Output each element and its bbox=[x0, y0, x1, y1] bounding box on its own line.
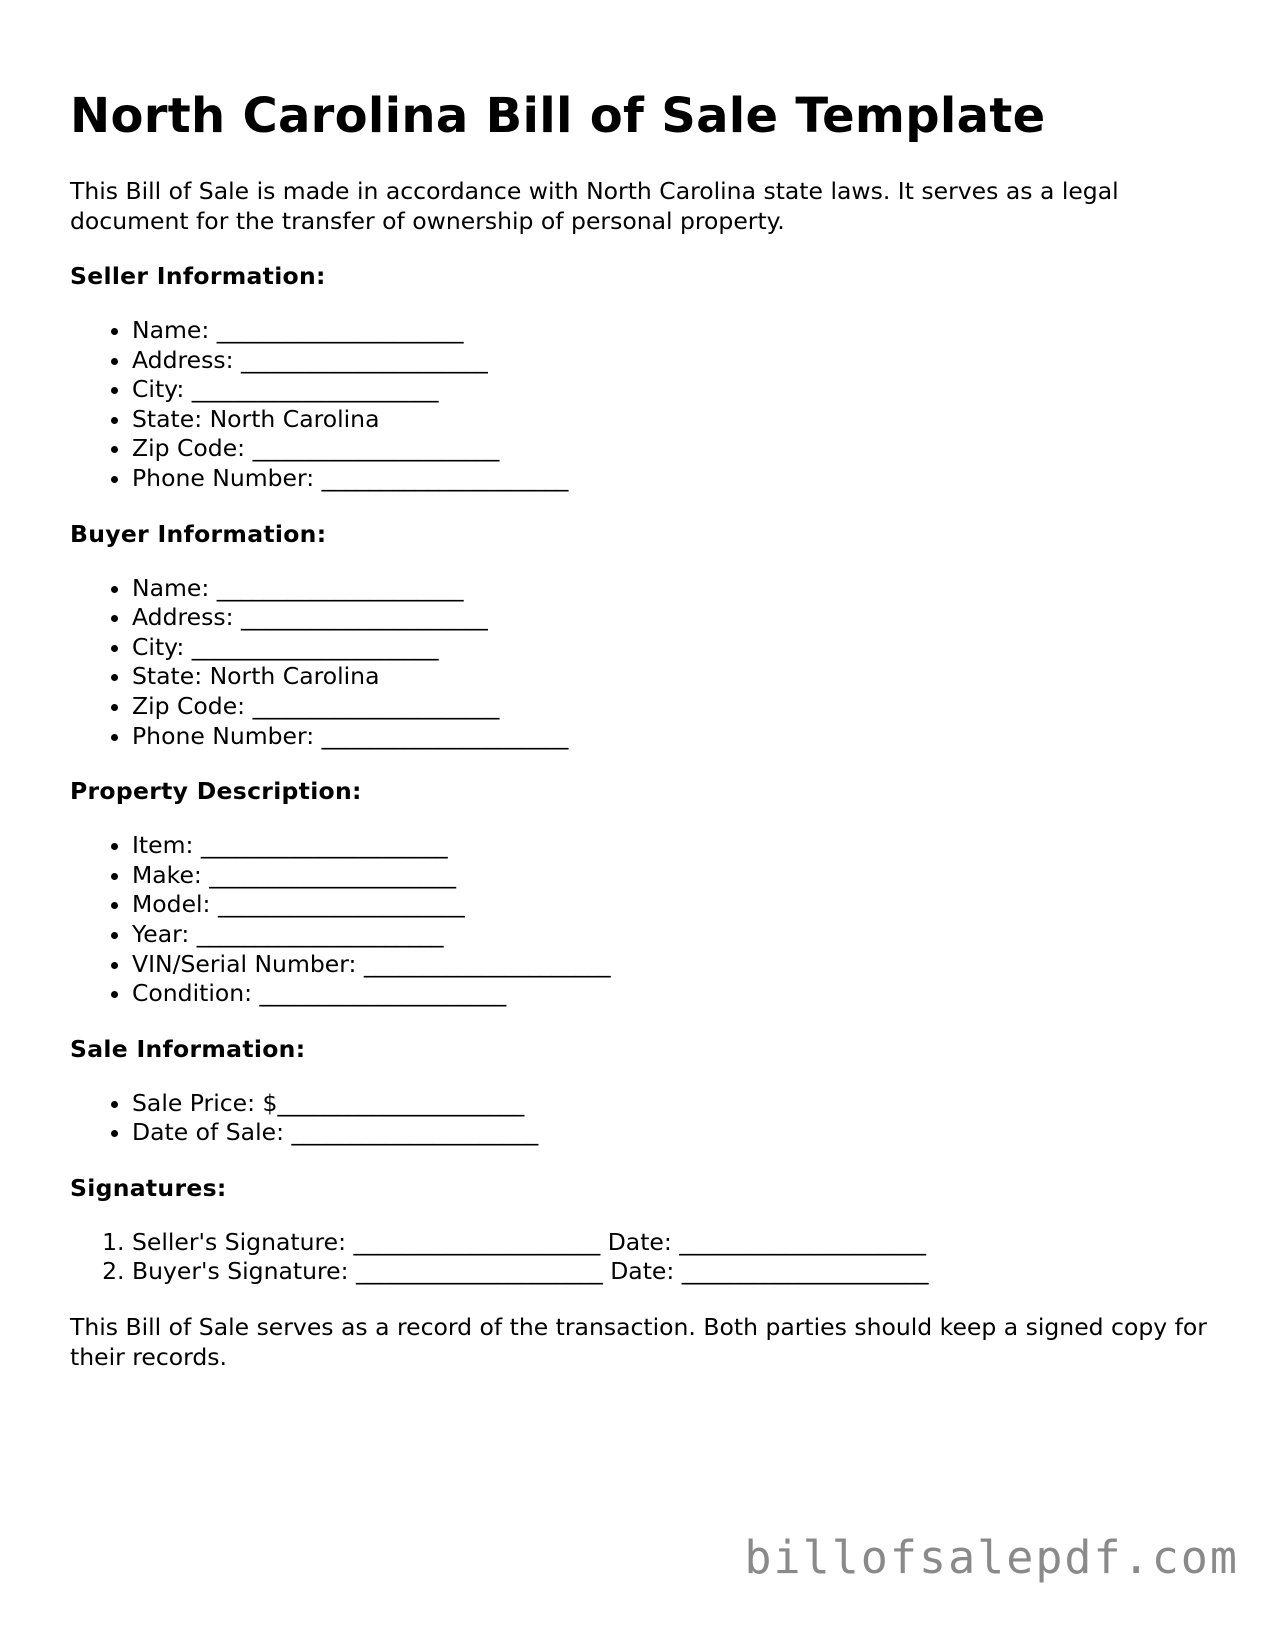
site-watermark: billofsalepdf.com bbox=[744, 1531, 1239, 1584]
property-heading: Property Description: bbox=[70, 777, 362, 806]
buyer-name-field: • Name: _____________________ bbox=[132, 574, 1210, 604]
sale-price-field: • Sale Price: $_____________________ bbox=[132, 1089, 1210, 1119]
intro-paragraph: This Bill of Sale is made in accordance with North Carolina state laws. It serves as a legal document for the transfer of ownership of personal property. bbox=[70, 177, 1119, 235]
buyer-heading: Buyer Information: bbox=[70, 519, 327, 548]
closing-paragraph: This Bill of Sale serves as a record of the transaction. Both parties should keep a signed copy for their records. bbox=[70, 1313, 1207, 1372]
property-year-field: • Year: _____________________ bbox=[132, 920, 1210, 950]
buyer-signature-line: 2. Buyer's Signature: _____________________ Date: _____________________ bbox=[132, 1257, 1210, 1287]
seller-zip-field: • Zip Code: _____________________ bbox=[132, 434, 1210, 464]
seller-name-field: • Name: _____________________ bbox=[132, 316, 1210, 346]
seller-city-field: • City: _____________________ bbox=[132, 375, 1210, 405]
signatures-heading: Signatures: bbox=[70, 1173, 227, 1202]
seller-phone-field: • Phone Number: _____________________ bbox=[132, 464, 1210, 494]
seller-signature-line: 1. Seller's Signature: _____________________ Date: _____________________ bbox=[132, 1228, 1210, 1258]
buyer-phone-field: • Phone Number: _____________________ bbox=[132, 722, 1210, 752]
property-make-field: • Make: _____________________ bbox=[132, 861, 1210, 891]
buyer-state-field: • State: North Carolina bbox=[132, 662, 1210, 692]
seller-address-field: • Address: _____________________ bbox=[132, 346, 1210, 376]
seller-list bbox=[70, 316, 1210, 494]
buyer-list bbox=[70, 574, 1210, 752]
property-list bbox=[70, 831, 1210, 1009]
sale-date-field: • Date of Sale: _____________________ bbox=[132, 1118, 1210, 1148]
document-title: North Carolina Bill of Sale Template bbox=[70, 88, 1046, 144]
property-vin-field: • VIN/Serial Number: _____________________ bbox=[132, 950, 1210, 980]
sale-list bbox=[70, 1089, 1210, 1148]
property-condition-field: • Condition: _____________________ bbox=[132, 979, 1210, 1009]
seller-state-field: • State: North Carolina bbox=[132, 405, 1210, 435]
signatures-list bbox=[70, 1228, 1210, 1287]
buyer-city-field: • City: _____________________ bbox=[132, 633, 1210, 663]
property-model-field: • Model: _____________________ bbox=[132, 890, 1210, 920]
sale-heading: Sale Information: bbox=[70, 1034, 306, 1063]
property-item-field: • Item: _____________________ bbox=[132, 831, 1210, 861]
seller-heading: Seller Information: bbox=[70, 262, 326, 290]
buyer-zip-field: • Zip Code: _____________________ bbox=[132, 692, 1210, 722]
buyer-address-field: • Address: _____________________ bbox=[132, 603, 1210, 633]
document-page bbox=[70, 86, 1210, 1372]
